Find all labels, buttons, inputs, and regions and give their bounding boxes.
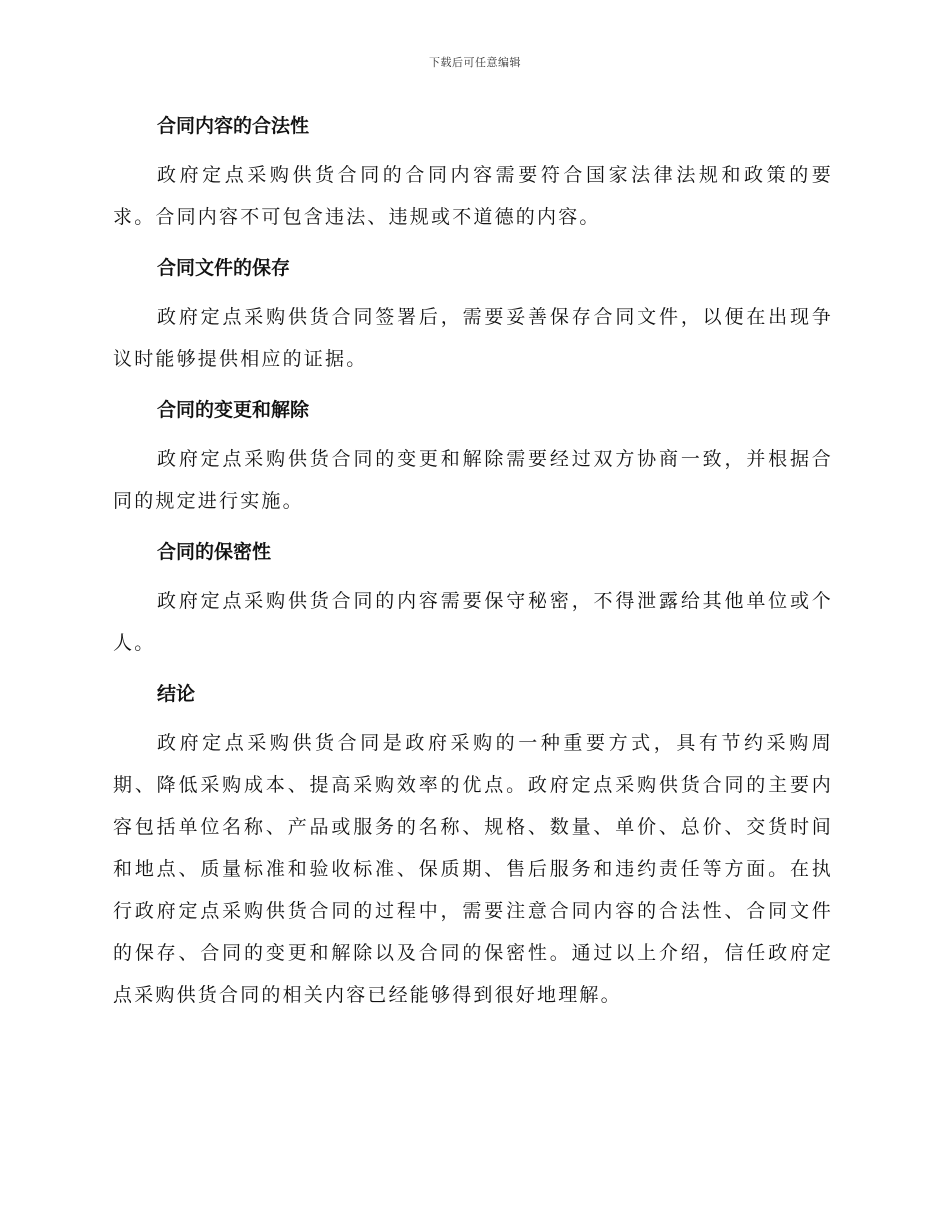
section-paragraph: 政府定点采购供货合同的内容需要保守秘密，不得泄露给其他单位或个人。 bbox=[113, 590, 833, 654]
page-header-note: 下载后可任意编辑 bbox=[429, 56, 521, 69]
section-heading: 合同内容的合法性 bbox=[157, 115, 310, 137]
section-paragraph: 政府定点采购供货合同签署后，需要妥善保存合同文件，以便在出现争议时能够提供相应的证据。 bbox=[113, 306, 833, 370]
section-heading: 合同的变更和解除 bbox=[157, 399, 310, 421]
section-heading: 合同的保密性 bbox=[157, 541, 272, 563]
section-change-termination bbox=[113, 395, 833, 537]
section-legality bbox=[113, 111, 833, 253]
section-file-storage bbox=[113, 253, 833, 395]
section-confidentiality bbox=[113, 537, 833, 679]
section-heading: 结论 bbox=[157, 683, 196, 705]
section-paragraph: 政府定点采购供货合同是政府采购的一种重要方式，具有节约采购周期、降低采购成本、提高采购效率的优点。政府定点采购供货合同的主要内容包括单位名称、产品或服务的名称、规格、数量、单价、总价、交货时间和地点、质量标准和验收标准、保质期、售后服务和违约责任等方面。在执行政府定点采购供货合同的过程中，需要注意合同内容的合法性、合同文件的保存、合同的变更和解除以及合同的保密性。通过以上介绍，信任政府定点采购供货合同的相关内容已经能够得到很好地理解。 bbox=[113, 732, 833, 1006]
section-conclusion bbox=[113, 679, 833, 1016]
section-heading: 合同文件的保存 bbox=[157, 257, 291, 279]
section-paragraph: 政府定点采购供货合同的合同内容需要符合国家法律法规和政策的要求。合同内容不可包含违法、违规或不道德的内容。 bbox=[113, 164, 833, 228]
section-paragraph: 政府定点采购供货合同的变更和解除需要经过双方协商一致，并根据合同的规定进行实施。 bbox=[113, 448, 833, 512]
document-body bbox=[113, 111, 833, 1016]
